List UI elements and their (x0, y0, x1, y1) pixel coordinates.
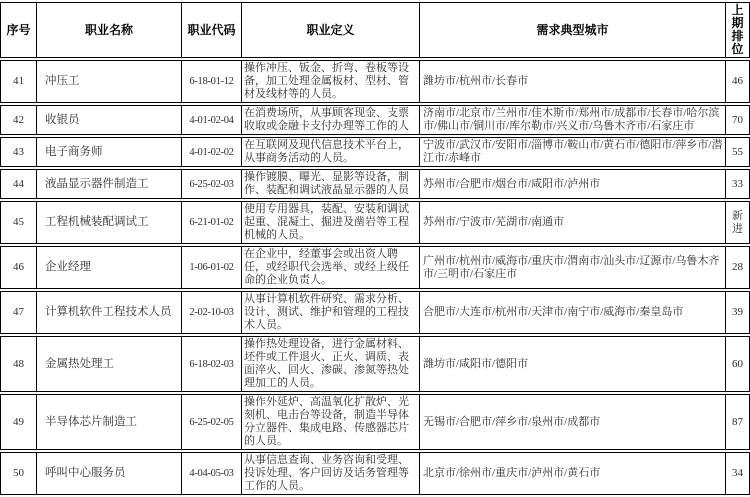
cell-rank: 46 (726, 60, 750, 103)
cell-name: 收银员 (37, 105, 182, 135)
cell-definition: 操作镀膜、曝光、显影等设备，制作、装配和调试液晶显示器的人员 (242, 169, 420, 199)
cell-definition: 在消费场所，从事顾客现金、支票收取或金融卡支付办理等工作的人 (242, 105, 420, 135)
cell-no: 44 (0, 169, 37, 199)
cell-rank: 55 (726, 137, 750, 167)
cell-code: 6-18-02-03 (182, 336, 242, 392)
cell-rank: 34 (726, 452, 750, 495)
header-serial-number: 序号 (0, 2, 37, 58)
header-occupation-code: 职业代码 (182, 2, 242, 58)
cell-cities: 北京市/徐州市/重庆市/泸州市/黄石市 (420, 452, 726, 495)
cell-rank: 60 (726, 336, 750, 392)
table-row (0, 291, 750, 334)
cell-code: 1-06-01-02 (182, 246, 242, 289)
cell-cities: 无锡市/合肥市/萍乡市/泉州市/成都市 (420, 394, 726, 450)
cell-code: 2-02-10-03 (182, 291, 242, 334)
table-row (0, 452, 750, 495)
cell-cities: 宁波市/武汉市/安阳市/淄博市/鞍山市/黄石市/德阳市/萍乡市/潜江市/赤峰市 (420, 137, 726, 167)
cell-name: 金属热处理工 (37, 336, 182, 392)
cell-code: 6-25-02-05 (182, 394, 242, 450)
table-row (0, 336, 750, 392)
cell-name: 企业经理 (37, 246, 182, 289)
table-header (0, 2, 750, 58)
table-row (0, 60, 750, 103)
table-row (0, 169, 750, 199)
cell-cities: 合肥市/大连市/杭州市/天津市/南宁市/威海市/秦皇岛市 (420, 291, 726, 334)
cell-no: 50 (0, 452, 37, 495)
cell-cities: 潍坊市/杭州市/长春市 (420, 60, 726, 103)
cell-code: 6-21-01-02 (182, 201, 242, 244)
cell-definition: 从事信息查询、业务咨询和受理、投诉处理、客户回访及话务管理等工作的人员。 (242, 452, 420, 495)
cell-no: 42 (0, 105, 37, 135)
header-occupation-name: 职业名称 (37, 2, 182, 58)
cell-definition: 在互联网及现代信息技术平台上，从事商务活动的人员。 (242, 137, 420, 167)
header-row (0, 2, 750, 58)
cell-definition: 操作冲压、钣金、折弯、卷板等设备，加工处理金属板材、型材、管材及线材等的人员。 (242, 60, 420, 103)
cell-no: 45 (0, 201, 37, 244)
cell-rank: 新进 (726, 201, 750, 244)
cell-cities: 苏州市/宁波市/芜湖市/南通市 (420, 201, 726, 244)
cell-definition: 操作热处理设备，进行金属材料、坯件或工件退火、正火、调质、表面淬火、回火、渗碳、渗氮等热处理加工的人员。 (242, 336, 420, 392)
cell-code: 6-18-01-12 (182, 60, 242, 103)
cell-no: 43 (0, 137, 37, 167)
cell-no: 47 (0, 291, 37, 334)
cell-cities: 潍坊市/咸阳市/德阳市 (420, 336, 726, 392)
table-row (0, 394, 750, 450)
cell-code: 6-25-02-03 (182, 169, 242, 199)
cell-definition: 操作外延炉、高温氧化扩散炉、光刻机、电击台等设备，制造半导体分立器件、集成电路、传感器芯片的人员。 (242, 394, 420, 450)
cell-code: 4-04-05-03 (182, 452, 242, 495)
cell-rank: 39 (726, 291, 750, 334)
cell-rank: 87 (726, 394, 750, 450)
cell-name: 计算机软件工程技术人员 (37, 291, 182, 334)
cell-definition: 在企业中，经董事会或出资人聘任，或经职代会选举、或经上级任命的企业负责人。 (242, 246, 420, 289)
cell-code: 4-01-02-02 (182, 137, 242, 167)
cell-no: 41 (0, 60, 37, 103)
table-row (0, 246, 750, 289)
cell-code: 4-01-02-04 (182, 105, 242, 135)
cell-rank: 28 (726, 246, 750, 289)
cell-name: 冲压工 (37, 60, 182, 103)
cell-rank: 33 (726, 169, 750, 199)
cell-name: 电子商务师 (37, 137, 182, 167)
cell-no: 46 (0, 246, 37, 289)
header-typical-demand-cities: 需求典型城市 (420, 2, 726, 58)
cell-name: 呼叫中心服务员 (37, 452, 182, 495)
cell-name: 半导体芯片制造工 (37, 394, 182, 450)
table-row (0, 201, 750, 244)
header-occupation-definition: 职业定义 (242, 2, 420, 58)
cell-name: 液晶显示器件制造工 (37, 169, 182, 199)
cell-no: 48 (0, 336, 37, 392)
cell-no: 49 (0, 394, 37, 450)
cell-name: 工程机械装配调试工 (37, 201, 182, 244)
cell-cities: 济南市/北京市/兰州市/佳木斯市/郑州市/成都市/长春市/哈尔滨市/佛山市/铜川市/库尔勒市/兴义市/乌鲁木齐市/石家庄市 (420, 105, 726, 135)
table-body (0, 60, 750, 495)
cell-definition: 从事计算机软件研究、需求分析、设计、测试、维护和管理的工程技术人员。 (242, 291, 420, 334)
table-row (0, 137, 750, 167)
cell-cities: 广州市/杭州市/威海市/重庆市/渭南市/汕头市/辽源市/乌鲁木齐市/三明市/石家庄市 (420, 246, 726, 289)
header-previous-rank: 上期排位 (726, 2, 750, 58)
cell-rank: 70 (726, 105, 750, 135)
table-row (0, 105, 750, 135)
cell-definition: 使用专用器具，装配、安装和调试起重、混凝土、掘进及凿岩等工程机械的人员。 (242, 201, 420, 244)
cell-cities: 苏州市/合肥市/烟台市/咸阳市/泸州市 (420, 169, 726, 199)
